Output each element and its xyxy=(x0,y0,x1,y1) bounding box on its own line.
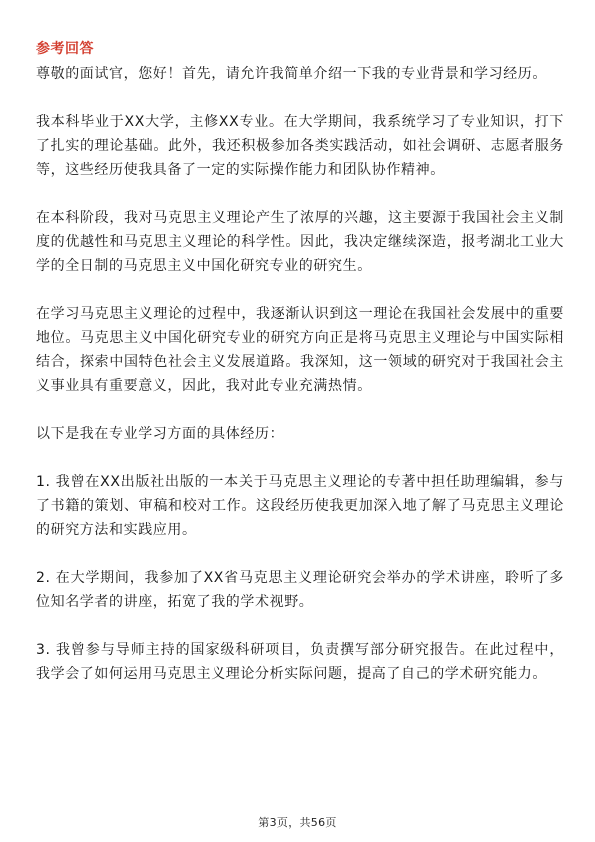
paragraph-motivation: 在本科阶段，我对马克思主义理论产生了浓厚的兴趣，这主要源于我国社会主义制度的优越性和马克思主义理论的科学性。因此，我决定继续深造，报考湖北工业大学的全日制的马克思主义中国化研究专业的研究生。 xyxy=(36,210,564,274)
list-item-experience-2: 2. 在大学期间，我参加了XX省马克思主义理论研究会举办的学术讲座，聆听了多位知名学者的讲座，拓宽了我的学术视野。 xyxy=(36,570,564,610)
page-number: 第3页，共56页 xyxy=(258,816,337,829)
paragraph-understanding: 在学习马克思主义理论的过程中，我逐渐认识到这一理论在我国社会发展中的重要地位。马克思主义中国化研究专业的研究方向正是将马克思主义理论与中国实际相结合，探索中国特色社会主义发展道路。我深知，这一领域的研究对于我国社会主义事业具有重要意义，因此，我对此专业充满热情。 xyxy=(36,306,564,394)
paragraph-experience-intro: 以下是我在专业学习方面的具体经历： xyxy=(36,426,285,442)
paragraph-greeting: 尊敬的面试官，您好！首先，请允许我简单介绍一下我的专业背景和学习经历。 xyxy=(36,66,547,82)
paragraph-education: 我本科毕业于XX大学，主修XX专业。在大学期间，我系统学习了专业知识，打下了扎实的理论基础。此外，我还积极参加各类实践活动，如社会调研、志愿者服务等，这些经历使我具备了一定的实际操作能力和团队协作精神。 xyxy=(36,114,564,178)
answer-section xyxy=(36,40,564,710)
section-heading: 参考回答 xyxy=(36,41,94,57)
list-item-experience-1: 1. 我曾在XX出版社出版的一本关于马克思主义理论的专著中担任助理编辑，参与了书籍的策划、审稿和校对工作。这段经历使我更加深入地了解了马克思主义理论的研究方法和实践应用。 xyxy=(36,474,564,538)
list-item-experience-3: 3. 我曾参与导师主持的国家级科研项目，负责撰写部分研究报告。在此过程中，我学会了如何运用马克思主义理论分析实际问题，提高了自己的学术研究能力。 xyxy=(36,642,564,682)
